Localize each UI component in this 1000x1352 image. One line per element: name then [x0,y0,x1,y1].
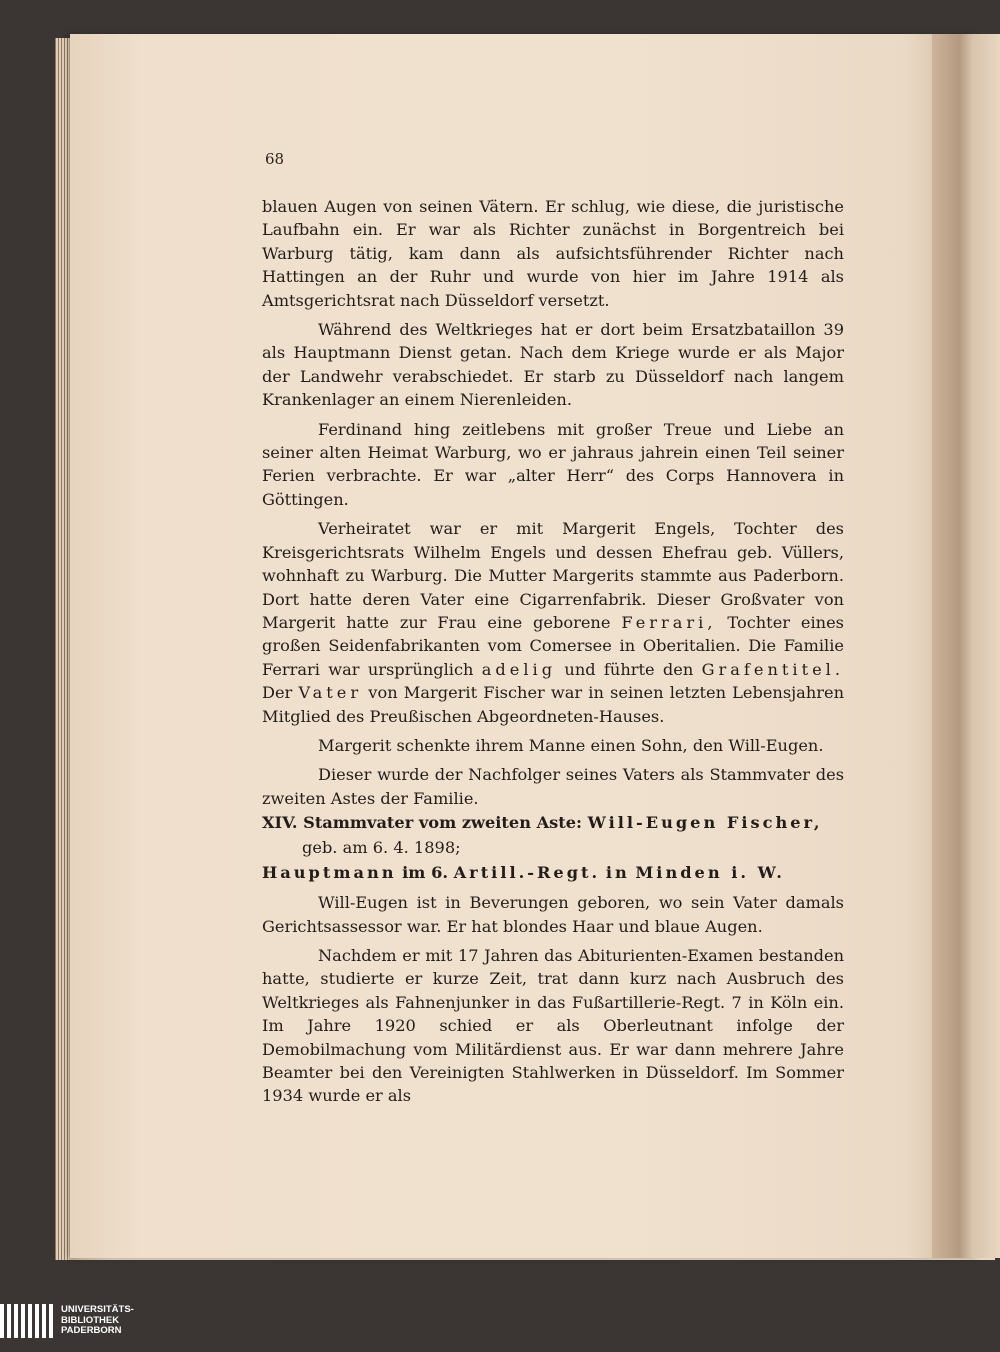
paragraph-3: Ferdinand hing zeitlebens mit großer Treue und Liebe an seiner alten Heimat Warburg, wo er jahraus jahrein einen Teil seiner Ferien verbrachte. Er war „alter Herr“ des Corps Hannovera in Göttingen. [262,419,844,509]
spaced-vater: Vater [298,683,363,703]
heading-rank-regt: Artill.-Regt. [453,863,601,883]
heading-rank-mid: im 6. [402,863,448,883]
spaced-grafentitel: Grafentitel. [701,659,844,679]
section-heading [262,810,844,835]
paragraph-4-b: Tochter eines großen Seidenfabrikanten vom Comersee in Oberitalien. Die Familie Ferrari war ursprünglich [262,612,844,679]
spaced-adelig: adelig [481,659,557,679]
heading-prefix: XIV. Stammvater vom zweiten Aste: [262,813,583,833]
paragraph-1: blauen Augen von seinen Vätern. Er schlug, wie diese, die juristische Laufbahn ein. Er war als Richter zunächst in Borgentreich bei Warburg tätig, kam dann als aufsichtsführender Richter nach Hattingen an der Ruhr und wurde von hier im Jahre 1914 als Amtsgerichtsrat nach Düsseldorf versetzt. [262,197,844,310]
heading-rank-in: in [605,863,630,883]
page-number: 68 [265,150,285,168]
paragraph-4 [262,517,844,728]
heading-rank-title: Hauptmann [262,863,397,883]
paragraph-7: Will-Eugen ist in Beverungen geboren, wo sein Vater damals Gerichtsassessor war. Er hat blondes Haar und blaue Augen. [262,893,844,936]
heading-name: Will-Eugen Fischer, [587,813,823,833]
heading-birth-date: geb. am 6. 4. 1898; [302,838,461,858]
body-text [262,195,844,1108]
paragraph-4-a: Verheiratet war er mit Margerit Engels, Tochter des Kreisgerichtsrats Wilhelm Engels und dessen Ehefrau geb. Vüllers, wohnhaft zu Warburg. Die Mutter Margerits stammte aus Paderborn. Dort hatte deren Vater eine Cigarrenfabrik. Dieser Großvater von Margerit hatte zur Frau eine geborene [262,519,844,632]
logo-text: UNIVERSITÄTS- BIBLIOTHEK PADERBORN [61,1304,134,1337]
paragraph-4-d: Der [262,683,293,703]
heading-rank [262,860,844,885]
logo-bars-icon [0,1304,53,1338]
paragraph-6: Dieser wurde der Nachfolger seines Vaters als Stammvater des zweiten Astes der Familie. [262,765,844,808]
paragraph-5: Margerit schenkte ihrem Manne einen Sohn, den Will-Eugen. [318,735,824,755]
paragraph-4-e: von Margerit Fischer war in seinen letzten Lebensjahren Mitglied des Preußischen Abgeordneten-Hauses. [262,683,844,726]
paragraph-2: Während des Weltkrieges hat er dort beim Ersatzbataillon 39 als Hauptmann Dienst getan. Nach dem Kriege wurde er als Major der Landwehr verabschiedet. Er starb zu Düsseldorf nach langem Krankenlager an einem Nierenleiden. [262,320,844,410]
spaced-ferrari: Ferrari, [621,612,717,632]
paragraph-8: Nachdem er mit 17 Jahren das Abiturienten-Examen bestanden hatte, studierte er kurze Zeit, trat dann kurz nach Ausbruch des Weltkrieges als Fahnenjunker in das Fußartillerie-Regt. 7 in Köln ein. Im Jahre 1920 schied er als Oberleutnant infolge der Demobilmachung vom Militärdienst aus. Er war dann mehrere Jahre Beamter bei den Vereinigten Stahlwerken in Düsseldorf. Im Sommer 1934 wurde er als [262,945,844,1106]
paragraph-4-c: und führte den [564,659,694,679]
book-gutter [932,34,1000,1258]
heading-rank-city: Minden i. W. [635,863,785,883]
library-logo [0,1300,160,1342]
